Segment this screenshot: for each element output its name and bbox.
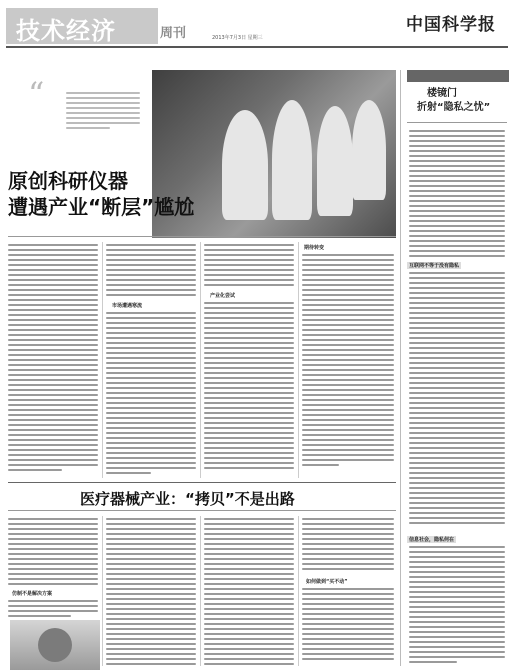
sidebar-text-2 (409, 272, 505, 527)
sidebar-text-1 (409, 130, 505, 260)
subhead-industrialization: 产业化尝试 (210, 293, 236, 299)
section-subtitle: 周刊 (160, 26, 187, 41)
lead-headline (8, 168, 248, 220)
lead-column-2 (106, 244, 196, 299)
lead-column-3b (204, 302, 294, 472)
portrait-photo (10, 620, 100, 670)
quote-mark-icon: “ (28, 75, 45, 113)
second-column-4 (302, 518, 394, 573)
edition-line: 2013年7月3日 星期三 (212, 35, 263, 41)
sidebar-text-3 (409, 546, 505, 666)
second-column-4b (302, 588, 394, 663)
section-title: 技术经济 (16, 17, 116, 45)
second-column-2 (106, 518, 196, 668)
headline-line-1: 原创科研仪器 (8, 169, 128, 193)
masthead (0, 0, 514, 48)
section-title-box (6, 8, 158, 44)
lead-column-3 (204, 244, 294, 289)
lead-column-2b (106, 312, 196, 477)
second-column-1b (8, 600, 98, 620)
sidebar-header-bar (407, 70, 509, 82)
second-column-3 (204, 518, 294, 668)
pull-quote-text (66, 92, 140, 132)
sidebar-subhead-1: 互联网不等于没有隐私 (409, 263, 460, 269)
second-column-1 (8, 518, 98, 588)
headline-line-2: 遭遇产业“断层”尴尬 (8, 195, 195, 219)
subhead-how: 如何做到“买不动” (306, 579, 348, 585)
lead-column-4 (302, 254, 394, 469)
pull-quote (20, 75, 144, 158)
sidebar-subtitle: 折射“隐私之忧” (417, 102, 491, 113)
newspaper-logo: 中国科学报 (406, 15, 496, 35)
sidebar-title: 楼镜门 (427, 88, 457, 99)
second-headline: 医疗器械产业：“拷贝”不是出路 (80, 490, 295, 508)
sidebar-subhead-2: 信息社会，隐私何在 (409, 537, 455, 543)
lead-column-1 (8, 244, 98, 474)
subhead-imitation: 仿制不是解决方案 (12, 591, 53, 597)
masthead-rule (6, 46, 508, 48)
subhead-expect: 期待转变 (304, 245, 325, 251)
sidebar-column (400, 70, 508, 666)
subhead-market: 市场遭遇寒流 (112, 303, 143, 309)
